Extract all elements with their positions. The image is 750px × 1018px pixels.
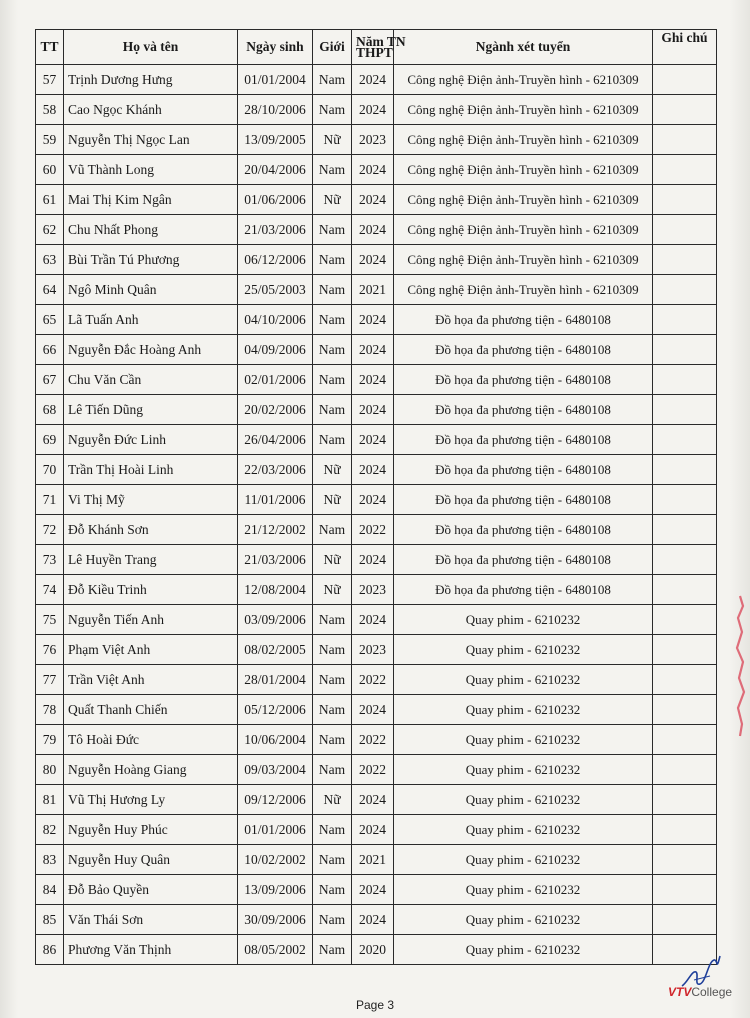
cell-gender: Nam [313,65,352,95]
cell-name: Vi Thị Mỹ [64,485,238,515]
cell-gender: Nam [313,875,352,905]
header-tt: TT [36,30,64,65]
cell-note [653,65,717,95]
cell-tt: 77 [36,665,64,695]
cell-tt: 73 [36,545,64,575]
cell-dob: 01/06/2006 [238,185,313,215]
cell-grad-year: 2024 [352,425,394,455]
cell-gender: Nam [313,815,352,845]
table-row [36,305,717,335]
cell-grad-year: 2024 [352,815,394,845]
cell-major: Đồ họa đa phương tiện - 6480108 [394,395,653,425]
cell-note [653,185,717,215]
cell-name: Ngô Minh Quân [64,275,238,305]
cell-major: Đồ họa đa phương tiện - 6480108 [394,515,653,545]
cell-name: Chu Văn Cần [64,365,238,395]
cell-tt: 79 [36,725,64,755]
cell-dob: 20/02/2006 [238,395,313,425]
cell-major: Công nghệ Điện ảnh-Truyền hình - 6210309 [394,65,653,95]
cell-major: Quay phim - 6210232 [394,635,653,665]
cell-major: Đồ họa đa phương tiện - 6480108 [394,485,653,515]
cell-dob: 30/09/2006 [238,905,313,935]
cell-tt: 71 [36,485,64,515]
table-row [36,845,717,875]
cell-note [653,605,717,635]
cell-tt: 83 [36,845,64,875]
cell-note [653,425,717,455]
cell-major: Quay phim - 6210232 [394,815,653,845]
cell-dob: 09/12/2006 [238,785,313,815]
cell-grad-year: 2024 [352,875,394,905]
cell-note [653,905,717,935]
cell-gender: Nữ [313,185,352,215]
cell-name: Đỗ Kiều Trinh [64,575,238,605]
cell-dob: 04/10/2006 [238,305,313,335]
cell-name: Vũ Thành Long [64,155,238,185]
cell-dob: 21/03/2006 [238,215,313,245]
cell-grad-year: 2024 [352,245,394,275]
cell-grad-year: 2021 [352,845,394,875]
cell-gender: Nữ [313,545,352,575]
cell-major: Quay phim - 6210232 [394,935,653,965]
cell-major: Đồ họa đa phương tiện - 6480108 [394,425,653,455]
cell-name: Cao Ngọc Khánh [64,95,238,125]
cell-tt: 63 [36,245,64,275]
cell-grad-year: 2021 [352,275,394,305]
cell-tt: 82 [36,815,64,845]
table-row [36,545,717,575]
cell-tt: 85 [36,905,64,935]
cell-grad-year: 2023 [352,125,394,155]
cell-grad-year: 2022 [352,515,394,545]
cell-gender: Nam [313,905,352,935]
cell-major: Đồ họa đa phương tiện - 6480108 [394,455,653,485]
cell-grad-year: 2022 [352,755,394,785]
cell-gender: Nam [313,305,352,335]
cell-tt: 65 [36,305,64,335]
cell-dob: 03/09/2006 [238,605,313,635]
header-dob: Ngày sinh [238,30,313,65]
header-gender: Giới [313,30,352,65]
table-row [36,575,717,605]
cell-name: Nguyễn Huy Phúc [64,815,238,845]
cell-name: Tô Hoài Đức [64,725,238,755]
cell-gender: Nam [313,515,352,545]
cell-dob: 01/01/2004 [238,65,313,95]
cell-gender: Nam [313,395,352,425]
table-row [36,515,717,545]
cell-name: Nguyễn Đắc Hoàng Anh [64,335,238,365]
cell-dob: 25/05/2003 [238,275,313,305]
cell-tt: 78 [36,695,64,725]
cell-dob: 01/01/2006 [238,815,313,845]
cell-major: Quay phim - 6210232 [394,845,653,875]
cell-major: Công nghệ Điện ảnh-Truyền hình - 6210309 [394,275,653,305]
cell-dob: 28/01/2004 [238,665,313,695]
cell-major: Công nghệ Điện ảnh-Truyền hình - 6210309 [394,155,653,185]
cell-tt: 84 [36,875,64,905]
cell-gender: Nam [313,215,352,245]
cell-tt: 75 [36,605,64,635]
table-row [36,785,717,815]
cell-tt: 61 [36,185,64,215]
cell-tt: 86 [36,935,64,965]
cell-note [653,635,717,665]
table-row [36,725,717,755]
cell-name: Trần Việt Anh [64,665,238,695]
cell-tt: 69 [36,425,64,455]
cell-major: Đồ họa đa phương tiện - 6480108 [394,365,653,395]
cell-grad-year: 2024 [352,695,394,725]
cell-dob: 22/03/2006 [238,455,313,485]
cell-dob: 04/09/2006 [238,335,313,365]
cell-major: Công nghệ Điện ảnh-Truyền hình - 6210309 [394,185,653,215]
cell-tt: 72 [36,515,64,545]
cell-tt: 76 [36,635,64,665]
header-note: Ghi chú [653,30,717,65]
cell-major: Đồ họa đa phương tiện - 6480108 [394,575,653,605]
table-row [36,665,717,695]
cell-note [653,245,717,275]
cell-gender: Nam [313,155,352,185]
table-row [36,155,717,185]
table-row [36,605,717,635]
cell-name: Nguyễn Hoàng Giang [64,755,238,785]
cell-major: Quay phim - 6210232 [394,875,653,905]
cell-tt: 74 [36,575,64,605]
cell-gender: Nam [313,635,352,665]
table-row [36,215,717,245]
cell-note [653,665,717,695]
cell-grad-year: 2024 [352,455,394,485]
cell-tt: 67 [36,365,64,395]
table-row [36,875,717,905]
cell-dob: 20/04/2006 [238,155,313,185]
cell-dob: 12/08/2004 [238,575,313,605]
cell-name: Trần Thị Hoài Linh [64,455,238,485]
cell-name: Đỗ Khánh Sơn [64,515,238,545]
table-body [36,65,717,965]
cell-tt: 68 [36,395,64,425]
cell-major: Đồ họa đa phương tiện - 6480108 [394,335,653,365]
cell-grad-year: 2024 [352,785,394,815]
cell-note [653,725,717,755]
cell-gender: Nam [313,335,352,365]
cell-gender: Nam [313,935,352,965]
table-row [36,245,717,275]
cell-tt: 59 [36,125,64,155]
table-row [36,485,717,515]
cell-grad-year: 2024 [352,365,394,395]
cell-name: Văn Thái Sơn [64,905,238,935]
cell-tt: 58 [36,95,64,125]
cell-major: Công nghệ Điện ảnh-Truyền hình - 6210309 [394,215,653,245]
cell-major: Quay phim - 6210232 [394,605,653,635]
cell-tt: 62 [36,215,64,245]
cell-tt: 66 [36,335,64,365]
cell-name: Phương Văn Thịnh [64,935,238,965]
cell-dob: 06/12/2006 [238,245,313,275]
table-row [36,455,717,485]
cell-tt: 60 [36,155,64,185]
cell-major: Quay phim - 6210232 [394,785,653,815]
cell-major: Công nghệ Điện ảnh-Truyền hình - 6210309 [394,125,653,155]
cell-dob: 13/09/2005 [238,125,313,155]
cell-dob: 08/05/2002 [238,935,313,965]
cell-note [653,875,717,905]
cell-grad-year: 2024 [352,305,394,335]
admission-roster-table [35,29,717,965]
cell-gender: Nam [313,845,352,875]
cell-tt: 64 [36,275,64,305]
cell-dob: 08/02/2005 [238,635,313,665]
cell-dob: 05/12/2006 [238,695,313,725]
cell-major: Công nghệ Điện ảnh-Truyền hình - 6210309 [394,245,653,275]
cell-dob: 09/03/2004 [238,755,313,785]
cell-major: Công nghệ Điện ảnh-Truyền hình - 6210309 [394,95,653,125]
cell-note [653,545,717,575]
table-header-row [36,30,717,65]
cell-note [653,575,717,605]
logo-college-text: College [691,985,733,999]
cell-major: Quay phim - 6210232 [394,905,653,935]
cell-dob: 26/04/2006 [238,425,313,455]
cell-note [653,335,717,365]
red-stamp-edge [734,596,746,736]
cell-dob: 11/01/2006 [238,485,313,515]
cell-grad-year: 2024 [352,605,394,635]
cell-major: Đồ họa đa phương tiện - 6480108 [394,545,653,575]
cell-dob: 02/01/2006 [238,365,313,395]
cell-major: Đồ họa đa phương tiện - 6480108 [394,305,653,335]
cell-note [653,305,717,335]
cell-major: Quay phim - 6210232 [394,755,653,785]
cell-note [653,785,717,815]
cell-gender: Nam [313,665,352,695]
cell-gender: Nam [313,605,352,635]
cell-note [653,125,717,155]
cell-grad-year: 2024 [352,545,394,575]
cell-name: Đỗ Bảo Quyền [64,875,238,905]
header-grad-year-line1: Năm TN [356,34,406,49]
cell-tt: 70 [36,455,64,485]
table-row [36,125,717,155]
cell-note [653,695,717,725]
header-grad-year [352,30,406,65]
cell-name: Lã Tuấn Anh [64,305,238,335]
cell-name: Lê Huyền Trang [64,545,238,575]
cell-note [653,95,717,125]
cell-grad-year: 2024 [352,905,394,935]
cell-dob: 28/10/2006 [238,95,313,125]
table-row [36,755,717,785]
cell-note [653,365,717,395]
cell-gender: Nữ [313,485,352,515]
table-row [36,365,717,395]
cell-major: Quay phim - 6210232 [394,695,653,725]
cell-name: Bùi Trần Tú Phương [64,245,238,275]
table-row [36,935,717,965]
cell-gender: Nam [313,425,352,455]
header-name: Họ và tên [64,30,238,65]
cell-dob: 10/06/2004 [238,725,313,755]
cell-dob: 21/12/2002 [238,515,313,545]
cell-grad-year: 2024 [352,65,394,95]
cell-dob: 13/09/2006 [238,875,313,905]
cell-note [653,455,717,485]
cell-grad-year: 2024 [352,155,394,185]
cell-name: Mai Thị Kim Ngân [64,185,238,215]
cell-grad-year: 2024 [352,395,394,425]
cell-note [653,815,717,845]
table-row [36,635,717,665]
logo-vtv-text: VTV [668,985,692,999]
cell-name: Phạm Việt Anh [64,635,238,665]
cell-grad-year: 2024 [352,335,394,365]
table-row [36,185,717,215]
table-row [36,335,717,365]
cell-name: Nguyễn Huy Quân [64,845,238,875]
cell-tt: 57 [36,65,64,95]
cell-note [653,275,717,305]
header-grad-year-line2: THPT [356,45,393,60]
cell-grad-year: 2023 [352,575,394,605]
table-row [36,65,717,95]
cell-note [653,395,717,425]
cell-gender: Nam [313,695,352,725]
cell-name: Lê Tiến Dũng [64,395,238,425]
cell-gender: Nữ [313,455,352,485]
cell-note [653,215,717,245]
cell-gender: Nam [313,95,352,125]
cell-name: Vũ Thị Hương Ly [64,785,238,815]
cell-grad-year: 2020 [352,935,394,965]
cell-name: Nguyễn Thị Ngọc Lan [64,125,238,155]
table-row [36,695,717,725]
cell-note [653,485,717,515]
cell-major: Quay phim - 6210232 [394,665,653,695]
cell-major: Quay phim - 6210232 [394,725,653,755]
cell-grad-year: 2024 [352,95,394,125]
table-row [36,275,717,305]
cell-dob: 21/03/2006 [238,545,313,575]
table-row [36,815,717,845]
cell-gender: Nữ [313,125,352,155]
cell-grad-year: 2024 [352,185,394,215]
cell-name: Chu Nhất Phong [64,215,238,245]
cell-name: Quất Thanh Chiến [64,695,238,725]
cell-grad-year: 2022 [352,665,394,695]
cell-gender: Nữ [313,785,352,815]
cell-name: Nguyễn Đức Linh [64,425,238,455]
header-major: Ngành xét tuyển [394,30,653,65]
cell-note [653,755,717,785]
cell-grad-year: 2023 [352,635,394,665]
cell-grad-year: 2024 [352,485,394,515]
table-row [36,95,717,125]
cell-name: Nguyễn Tiến Anh [64,605,238,635]
cell-gender: Nam [313,755,352,785]
cell-gender: Nữ [313,575,352,605]
page-number: Page 3 [355,998,395,1012]
table-row [36,425,717,455]
cell-gender: Nam [313,275,352,305]
cell-name: Trịnh Dương Hưng [64,65,238,95]
cell-dob: 10/02/2002 [238,845,313,875]
cell-tt: 80 [36,755,64,785]
cell-gender: Nam [313,725,352,755]
cell-note [653,515,717,545]
cell-gender: Nam [313,245,352,275]
vtv-college-logo [668,985,732,999]
cell-grad-year: 2022 [352,725,394,755]
cell-grad-year: 2024 [352,215,394,245]
cell-note [653,155,717,185]
cell-tt: 81 [36,785,64,815]
cell-note [653,845,717,875]
cell-gender: Nam [313,365,352,395]
table-row [36,395,717,425]
table-row [36,905,717,935]
